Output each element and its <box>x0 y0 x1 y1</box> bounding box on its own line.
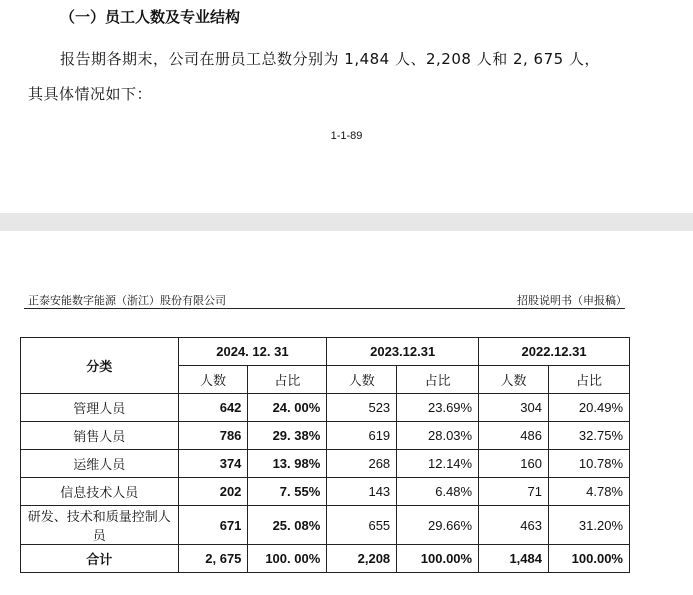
table-row <box>21 506 630 545</box>
paragraph-line-2: 其具体情况如下： <box>28 85 153 103</box>
category-cell: 信息技术人员 <box>21 478 179 506</box>
period-header: 2022.12.31 <box>479 338 630 366</box>
ratio-cell: 100. 00% <box>248 545 327 573</box>
ratio-cell: 10.78% <box>549 450 630 478</box>
period-header: 2023.12.31 <box>327 338 479 366</box>
count-header: 人数 <box>178 366 248 394</box>
count-header: 人数 <box>327 366 397 394</box>
count-cell: 786 <box>178 422 248 450</box>
count-cell: 655 <box>327 506 397 545</box>
count-cell: 374 <box>178 450 248 478</box>
ratio-cell: 13. 98% <box>248 450 327 478</box>
count-cell: 304 <box>479 394 549 422</box>
category-cell: 销售人员 <box>21 422 179 450</box>
ratio-cell: 24. 00% <box>248 394 327 422</box>
ratio-cell: 20.49% <box>549 394 630 422</box>
header-doc-title: 招股说明书（申报稿） <box>517 294 627 307</box>
count-cell: 268 <box>327 450 397 478</box>
count-cell: 463 <box>479 506 549 545</box>
table-row <box>21 478 630 506</box>
count-cell: 619 <box>327 422 397 450</box>
ratio-cell: 25. 08% <box>248 506 327 545</box>
count-cell: 2, 675 <box>178 545 248 573</box>
header-company: 正泰安能数字能源（浙江）股份有限公司 <box>28 294 226 307</box>
table-total-row <box>21 545 630 573</box>
category-cell: 研发、技术和质量控制人员 <box>21 506 179 545</box>
ratio-cell: 7. 55% <box>248 478 327 506</box>
category-cell: 管理人员 <box>21 394 179 422</box>
ratio-cell: 28.03% <box>397 422 479 450</box>
ratio-cell: 100.00% <box>397 545 479 573</box>
count-cell: 642 <box>178 394 248 422</box>
ratio-cell: 100.00% <box>549 545 630 573</box>
ratio-cell: 4.78% <box>549 478 630 506</box>
count-cell: 523 <box>327 394 397 422</box>
ratio-cell: 31.20% <box>549 506 630 545</box>
page-top <box>0 0 693 213</box>
staff-table <box>20 337 630 573</box>
ratio-cell: 29. 38% <box>248 422 327 450</box>
count-cell: 143 <box>327 478 397 506</box>
section-heading: （一）员工人数及专业结构 <box>60 8 241 26</box>
category-header: 分类 <box>21 338 179 394</box>
paragraph-line-1: 报告期各期末，公司在册员工总数分别为 1,484 人、2,208 人和 2, 675 人， <box>60 50 600 68</box>
period-header: 2024. 12. 31 <box>178 338 327 366</box>
table-row <box>21 450 630 478</box>
ratio-cell: 32.75% <box>549 422 630 450</box>
ratio-header: 占比 <box>549 366 630 394</box>
table-header-row <box>21 338 630 366</box>
ratio-cell: 6.48% <box>397 478 479 506</box>
count-cell: 202 <box>178 478 248 506</box>
header-rule <box>24 308 625 309</box>
count-cell: 2,208 <box>327 545 397 573</box>
page-bottom <box>0 231 693 595</box>
count-cell: 71 <box>479 478 549 506</box>
ratio-cell: 23.69% <box>397 394 479 422</box>
category-cell: 运维人员 <box>21 450 179 478</box>
ratio-cell: 12.14% <box>397 450 479 478</box>
page-gap <box>0 213 693 231</box>
count-cell: 486 <box>479 422 549 450</box>
count-header: 人数 <box>479 366 549 394</box>
count-cell: 671 <box>178 506 248 545</box>
ratio-header: 占比 <box>397 366 479 394</box>
table-row <box>21 394 630 422</box>
ratio-header: 占比 <box>248 366 327 394</box>
ratio-cell: 29.66% <box>397 506 479 545</box>
count-cell: 160 <box>479 450 549 478</box>
category-cell: 合计 <box>21 545 179 573</box>
table-row <box>21 422 630 450</box>
page-number: 1-1-89 <box>330 130 363 142</box>
count-cell: 1,484 <box>479 545 549 573</box>
